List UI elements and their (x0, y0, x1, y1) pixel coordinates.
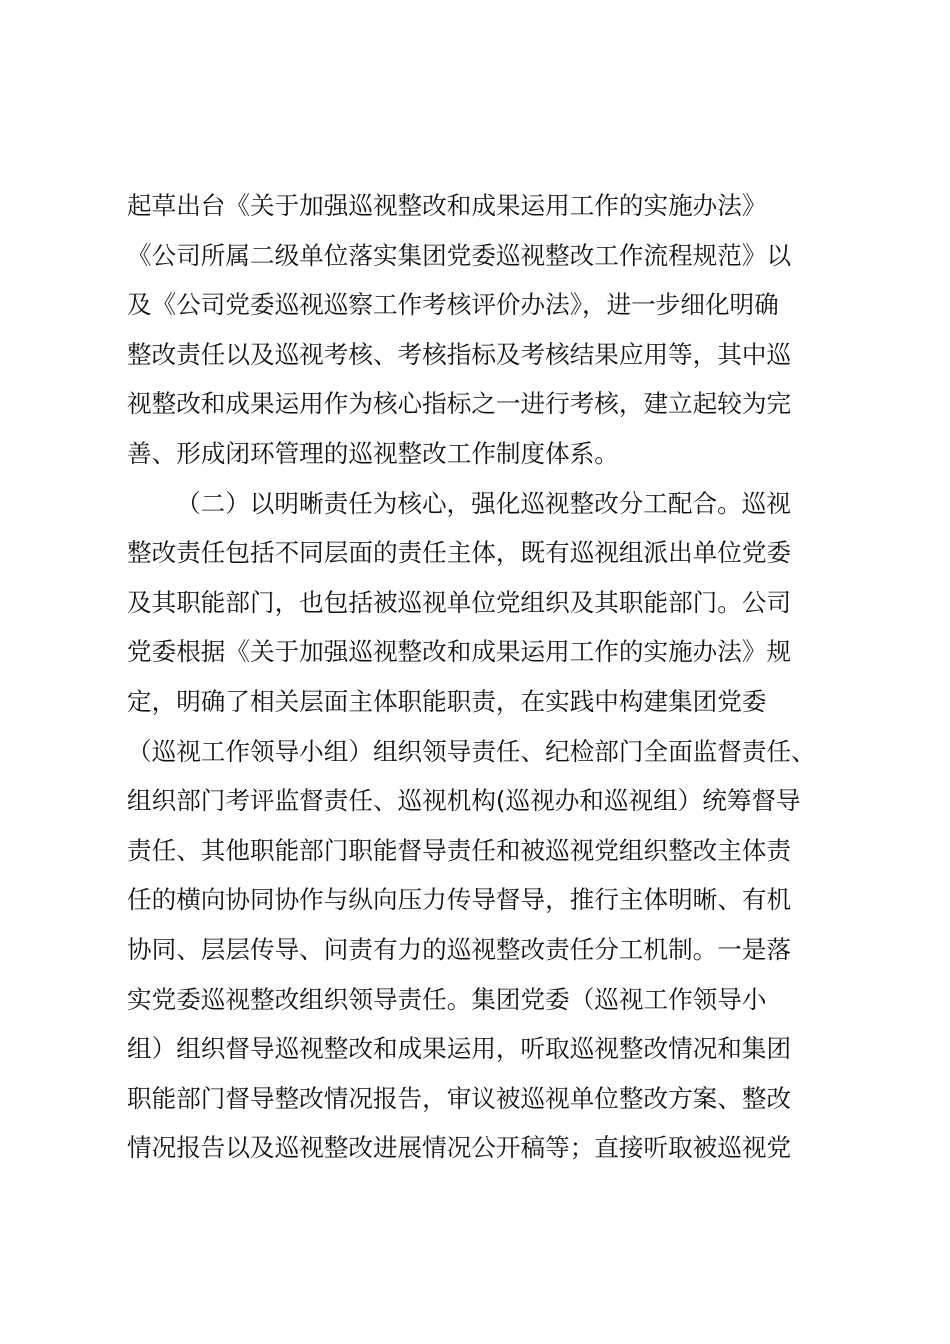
text-line: 善、形成闭环管理的巡视整改工作制度体系。 (127, 438, 619, 468)
text-line: 组）组织督导巡视整改和成果运用，听取巡视整改情况和集团 (127, 1034, 792, 1064)
text-line: 起草出台《关于加强巡视整改和成果运用工作的实施办法》 (127, 191, 767, 220)
text-line: 协同、层层传导、问责有力的巡视整改责任分工机制。一是落 (127, 934, 792, 964)
text-line: 责任、其他职能部门职能督导责任和被巡视党组织整改主体责 (127, 835, 792, 865)
text-line: 整改责任以及巡视考核、考核指标及考核结果应用等，其中巡 (127, 339, 792, 369)
text-line: 整改责任包括不同层面的责任主体，既有巡视组派出单位党委 (127, 538, 792, 568)
text-line: 及《公司党委巡视巡察工作考核评价办法》，进一步细化明确 (127, 290, 779, 320)
document-body-text (127, 181, 837, 1173)
text-line: 实党委巡视整改组织领导责任。集团党委（巡视工作领导小 (127, 984, 767, 1014)
text-line: 任的横向协同协作与纵向压力传导督导，推行主体明晰、有机 (127, 885, 792, 915)
text-line: 《公司所属二级单位落实集团党委巡视整改工作流程规范》以 (127, 240, 792, 270)
text-line: 定，明确了相关层面主体职能职责，在实践中构建集团党委 (127, 686, 767, 716)
text-line: 视整改和成果运用作为核心指标之一进行考核，建立起较为完 (127, 389, 792, 419)
text-line: 及其职能部门，也包括被巡视单位党组织及其职能部门。公司 (127, 587, 792, 617)
paragraph-heading-line: （二）以明晰责任为核心，强化巡视整改分工配合。巡视 (176, 488, 791, 518)
text-line: 情况报告以及巡视整改进展情况公开稿等；直接听取被巡视党 (127, 1133, 792, 1163)
text-line: 职能部门督导整改情况报告，审议被巡视单位整改方案、整改 (127, 1083, 792, 1113)
text-line: （巡视工作领导小组）组织领导责任、纪检部门全面监督责任、 (127, 736, 816, 766)
text-line: 党委根据《关于加强巡视整改和成果运用工作的实施办法》规 (127, 637, 792, 667)
text-line: 组织部门考评监督责任、巡视机构(巡视办和巡视组）统筹督导 (127, 786, 801, 816)
